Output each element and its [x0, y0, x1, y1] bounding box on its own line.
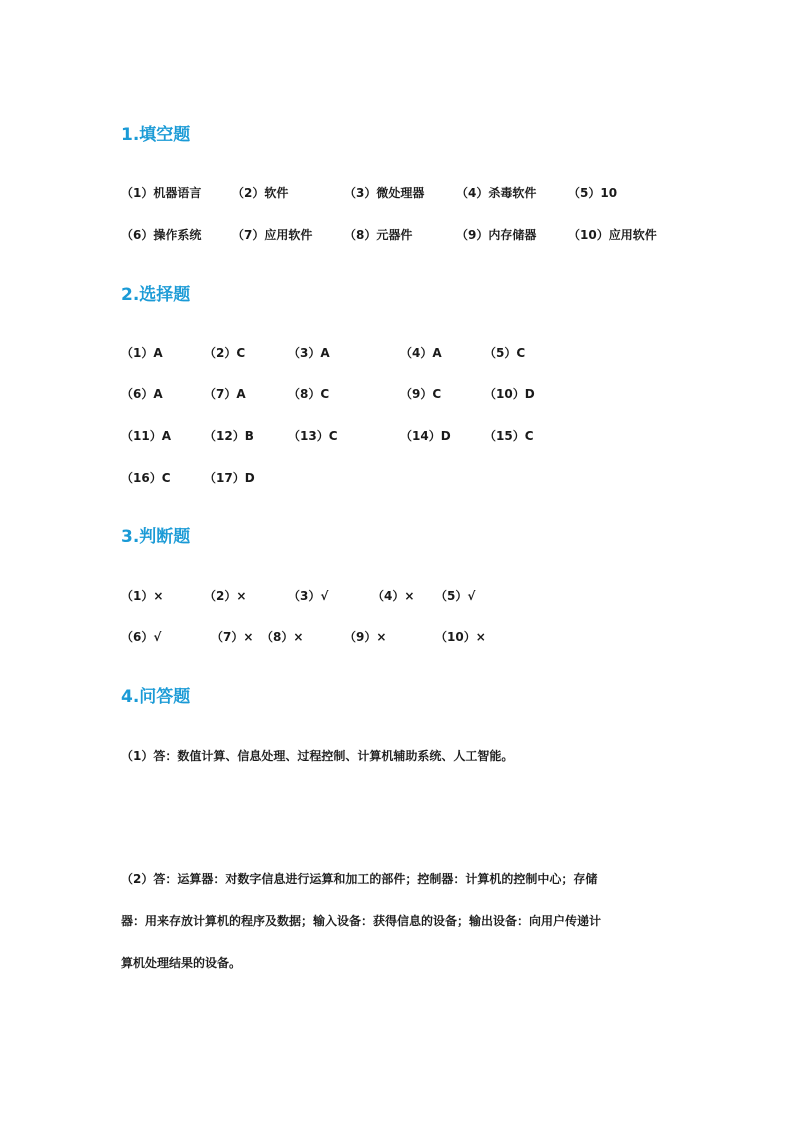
answer-item: （9）内存储器 [456, 228, 537, 242]
answer-item: （2）软件 [232, 186, 289, 200]
answer-item: （3）√ [288, 589, 329, 603]
answer-item: （8）C [288, 387, 330, 401]
answer-row [0, 227, 794, 243]
answer-row [0, 386, 794, 402]
answer-item: （6）操作系统 [121, 228, 202, 242]
section-heading-true-false: 3.判断题 [121, 527, 191, 547]
answer-item: （5）√ [435, 589, 476, 603]
answer-row [0, 345, 794, 361]
answer-item: （1）机器语言 [121, 186, 202, 200]
answer-item: （2）× [204, 589, 247, 603]
answer-item: （3）A [288, 346, 330, 360]
answer-item: （7）× [211, 630, 254, 644]
answer-item: （4）A [400, 346, 442, 360]
answer-item: （7）A [204, 387, 246, 401]
section-heading-fill-in: 1.填空题 [121, 125, 191, 145]
answer-item: （7）应用软件 [232, 228, 313, 242]
answer-item: （11）A [121, 429, 171, 443]
answer-item: （8）× [261, 630, 304, 644]
answer-item: （8）元器件 [344, 228, 413, 242]
answer-item: （10）D [484, 387, 535, 401]
answer-item: （6）A [121, 387, 163, 401]
answer-item: （10）应用软件 [568, 228, 657, 242]
answer-item: （9）C [400, 387, 442, 401]
answer-row [0, 428, 794, 444]
qa-answer-1: （1）答：数值计算、信息处理、过程控制、计算机辅助系统、人工智能。 [121, 749, 514, 763]
answer-item: （5）C [484, 346, 526, 360]
qa-answer-2-line-3: 算机处理结果的设备。 [121, 956, 242, 970]
answer-item: （10）× [435, 630, 486, 644]
qa-answer-2-line-2: 器：用来存放计算机的程序及数据；输入设备：获得信息的设备；输出设备：向用户传递计 [121, 914, 602, 928]
answer-item: （2）C [204, 346, 246, 360]
answer-row [0, 185, 794, 201]
answer-item: （4）× [372, 589, 415, 603]
answer-item: （12）B [204, 429, 254, 443]
qa-answer-2-line-1: （2）答：运算器：对数字信息进行运算和加工的部件；控制器：计算机的控制中心；存储 [121, 872, 598, 886]
answer-item: （5）10 [568, 186, 618, 200]
answer-item: （16）C [121, 471, 171, 485]
answer-item: （13）C [288, 429, 338, 443]
answer-item: （4）杀毒软件 [456, 186, 537, 200]
answer-item: （14）D [400, 429, 451, 443]
answer-item: （15）C [484, 429, 534, 443]
answer-item: （17）D [204, 471, 255, 485]
answer-row [0, 588, 794, 604]
answer-row [0, 470, 794, 486]
answer-item: （6）√ [121, 630, 162, 644]
answer-item: （1）A [121, 346, 163, 360]
answer-item: （9）× [344, 630, 387, 644]
section-heading-qa: 4.问答题 [121, 687, 191, 707]
answer-item: （3）微处理器 [344, 186, 425, 200]
answer-row [0, 629, 794, 645]
section-heading-multiple-choice: 2.选择题 [121, 285, 191, 305]
answer-item: （1）× [121, 589, 164, 603]
